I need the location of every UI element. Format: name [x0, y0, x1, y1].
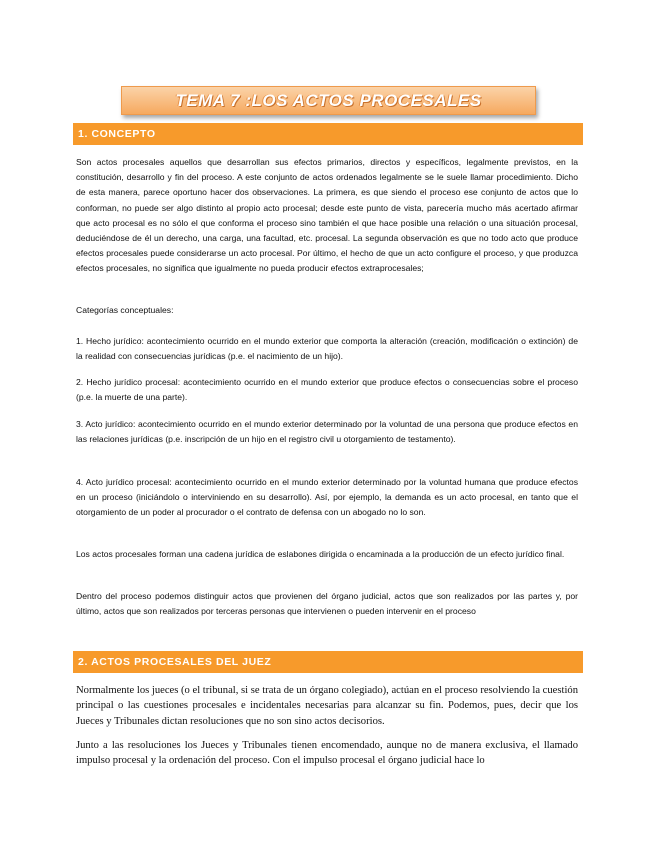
- chain-paragraph: Los actos procesales forman una cadena jurídica de eslabones dirigida o encaminada a la producción de un efecto jurídico final.: [76, 549, 565, 559]
- category-item-1: 1. Hecho jurídico: acontecimiento ocurrido en el mundo exterior que comporta la alteración (creación, modificación o extinción) de la realidad con consecuencias jurídicas (p.e. el nacimiento de un hijo).: [76, 336, 578, 362]
- section-heading-text: 2. ACTOS PROCESALES DEL JUEZ: [78, 656, 272, 668]
- concept-paragraph: Son actos procesales aquellos que desarrollan sus efectos primarios, directos y específicos, legalmente previstos, en la constitución, desarrollo y fin del proceso. A este conjunto de actos ordenados legalmente se le suele llamar procedimiento. Dicho de esta manera, parece oportuno hacer dos observaciones. La primera, es que siendo el proceso ese conjunto de actos que lo conforman, no puede ser algo distinto al propio acto procesal; desde este punto de vista, parecería mucho más acertado afirmar que acto procesal es no sólo el que conforma el proceso sino también el que hace posible una relación o una situación procesal, deduciéndose de él un derecho, una carga, una facultad, etc. procesal. La segunda observación es que no todo acto que produce efectos procesales puede considerarse un acto procesal. Por último, el hecho de que un acto configure el proceso, y que produzca efectos procesales, no significa que igualmente no pueda producir efectos extraprocesales;: [76, 157, 578, 274]
- judges-paragraph-1: Normalmente los jueces (o el tribunal, si se trata de un órgano colegiado), actúan en el proceso resolviendo la cuestión principal o las cuestiones procesales e incidentales necesarias para alcanzar su fin. Podemos, pues, decir que los Jueces y Tribunales dictan resoluciones que no son sino actos decisorios.: [76, 685, 578, 727]
- category-item-2: 2. Hecho jurídico procesal: acontecimiento ocurrido en el mundo exterior que produce efectos o consecuencias sobre el proceso (p.e. la muerte de una parte).: [76, 377, 578, 403]
- document-title-banner: [121, 86, 536, 115]
- section-heading-text: 1. CONCEPTO: [78, 128, 156, 140]
- judges-paragraph-2: Junto a las resoluciones los Jueces y Tribunales tienen encomendado, aunque no de manera exclusiva, el llamado impulso procesal y la ordenación del proceso. Con el impulso procesal el órgano judicial hace lo: [76, 740, 578, 767]
- categories-label: Categorías conceptuales:: [76, 305, 174, 315]
- document-title: TEMA 7 :LOS ACTOS PROCESALES: [175, 90, 482, 110]
- category-item-4: 4. Acto jurídico procesal: acontecimiento ocurrido en el mundo exterior determinado por la voluntad humana que produce efectos en un proceso (iniciándolo o interviniendo en su desarrollo). Así, por ejemplo, la demanda es un acto procesal, en tanto que el otorgamiento de un poder al procurador o el contrato de defensa con un abogado no lo son.: [76, 477, 578, 518]
- section-heading-concepto: [73, 123, 583, 145]
- actors-paragraph: Dentro del proceso podemos distinguir actos que provienen del órgano judicial, actos que son realizados por las partes y, por último, actos que son realizados por terceras personas que intervienen o pueden intervenir en el proceso: [76, 591, 578, 617]
- section-heading-actos-juez: [73, 651, 583, 673]
- category-item-3: 3. Acto jurídico: acontecimiento ocurrido en el mundo exterior determinado por la voluntad de una persona que produce efectos en las relaciones jurídicas (p.e. inscripción de un hijo en el registro civil u otorgamiento de testamento).: [76, 419, 578, 445]
